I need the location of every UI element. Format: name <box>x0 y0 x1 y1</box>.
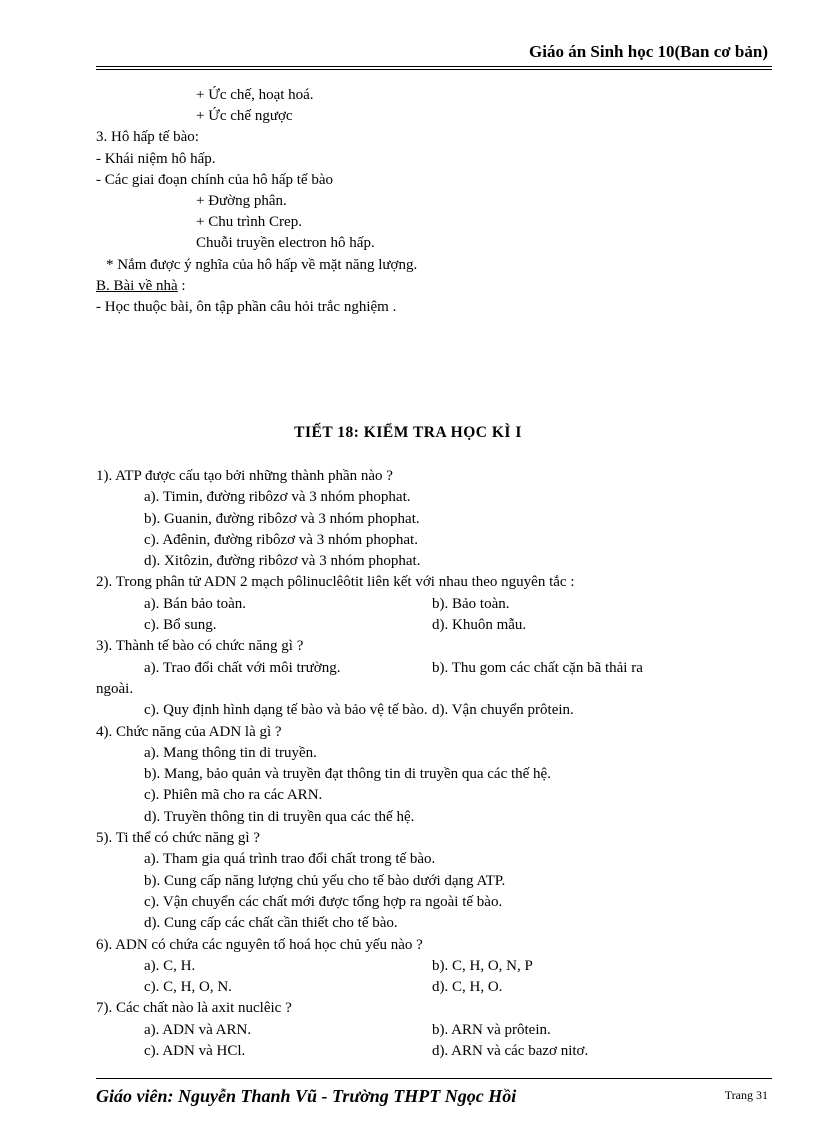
answer-option: c). ADN và HCl. <box>144 1043 246 1060</box>
answer-option: a). ADN và ARN. <box>144 1021 252 1038</box>
question-text: 3). Thành tế bào có chức năng gì ? <box>96 638 304 655</box>
page-header-title: Giáo án Sinh học 10(Ban cơ bản) <box>529 42 768 61</box>
answer-continuation: ngoài. <box>96 680 134 697</box>
answer-option: d). Vận chuyển prôtein. <box>432 702 574 719</box>
note-line: + Ức chế ngược <box>196 108 293 125</box>
answer-row <box>96 700 776 721</box>
note-line: + Chu trình Crep. <box>196 214 302 231</box>
question-text: 7). Các chất nào là axit nuclêic ? <box>96 1000 292 1017</box>
answer-option: d). Cung cấp các chất cần thiết cho tế bào. <box>144 915 398 932</box>
question-text: 2). Trong phân tử ADN 2 mạch pôlinuclêôtit liên kết với nhau theo nguyên tắc : <box>96 574 575 591</box>
answer-option: a). C, H. <box>144 957 196 974</box>
note-line: Chuỗi truyền electron hô hấp. <box>196 235 375 252</box>
answer-option: d). C, H, O. <box>432 979 503 996</box>
question-text: 1). ATP được cấu tạo bởi những thành phần nào ? <box>96 468 393 484</box>
answer-row <box>96 956 776 977</box>
footer-rule <box>96 1078 772 1079</box>
answer-option: b). Guanin, đường ribôzơ và 3 nhóm phophat. <box>144 510 420 527</box>
answer-option: d). ARN và các bazơ nitơ. <box>432 1043 589 1060</box>
answer-row <box>96 977 776 998</box>
answer-option: a). Timin, đường ribôzơ và 3 nhóm phophat. <box>144 489 411 506</box>
question-text: 6). ADN có chứa các nguyên tố hoá học chủ yếu nào ? <box>96 936 423 953</box>
answer-option: d). Truyền thông tin di truyền qua các thế hệ. <box>144 808 415 825</box>
homework-heading-colon: : <box>177 277 186 294</box>
page-number: Trang 31 <box>724 1088 768 1102</box>
answer-option: c). Ađênin, đường ribôzơ và 3 nhóm phophat. <box>144 531 418 548</box>
note-line: + Ức chế, hoạt hoá. <box>196 87 314 103</box>
answer-option: c). Quy định hình dạng tế bào và bảo vệ tế bào. <box>144 702 428 719</box>
answer-option: b). Cung cấp năng lượng chủ yếu cho tế bào dưới dạng ATP. <box>144 872 506 889</box>
answer-option: d). Xitôzin, đường ribôzơ và 3 nhóm phophat. <box>144 553 421 570</box>
section-title: TIẾT 18: KIỂM TRA HỌC KÌ I <box>294 424 522 441</box>
answer-option: c). Vận chuyển các chất mới được tổng hợp ra ngoài tế bào. <box>144 893 503 910</box>
question-text: 5). Ti thể có chức năng gì ? <box>96 830 260 847</box>
note-line: - Học thuộc bài, ôn tập phần câu hỏi trắc nghiệm . <box>96 299 397 316</box>
homework-heading: B. Bài về nhà <box>96 277 178 294</box>
answer-option: b). C, H, O, N, P <box>432 957 533 974</box>
lesson-notes <box>96 85 776 318</box>
header-rule <box>96 66 772 70</box>
answer-row <box>96 1020 776 1041</box>
note-line <box>96 276 776 297</box>
note-line: - Các giai đoạn chính của hô hấp tế bào <box>96 171 333 188</box>
answer-option: b). ARN và prôtein. <box>432 1021 551 1038</box>
answer-row <box>96 1041 776 1062</box>
answer-row <box>96 615 776 636</box>
note-line: 3. Hô hấp tế bào: <box>96 129 199 146</box>
answer-option: a). Bán bảo toàn. <box>144 595 247 612</box>
note-line: * Nắm được ý nghĩa của hô hấp về mặt năng lượng. <box>106 256 418 273</box>
question-text: 4). Chức năng của ADN là gì ? <box>96 723 282 740</box>
question-list <box>96 466 776 1062</box>
answer-option: c). Bổ sung. <box>144 617 217 634</box>
footer-author: Giáo viên: Nguyễn Thanh Vũ - Trường THPT Ngọc Hồi <box>96 1086 517 1106</box>
answer-option: a). Trao đổi chất với môi trường. <box>144 659 341 676</box>
answer-option: b). Thu gom các chất cặn bã thải ra <box>432 659 643 676</box>
answer-option: a). Tham gia quá trình trao đổi chất trong tế bào. <box>144 851 436 868</box>
answer-row <box>96 658 776 679</box>
answer-option: a). Mang thông tin di truyền. <box>144 744 317 761</box>
answer-row <box>96 594 776 615</box>
answer-option: b). Bảo toàn. <box>432 595 510 612</box>
answer-option: c). Phiên mã cho ra các ARN. <box>144 787 323 804</box>
note-line: - Khái niệm hô hấp. <box>96 150 216 167</box>
answer-option: c). C, H, O, N. <box>144 979 232 996</box>
note-line: + Đường phân. <box>196 193 287 210</box>
answer-option: d). Khuôn mẫu. <box>432 617 527 634</box>
answer-option: b). Mang, bảo quản và truyền đạt thông tin di truyền qua các thế hệ. <box>144 766 551 783</box>
